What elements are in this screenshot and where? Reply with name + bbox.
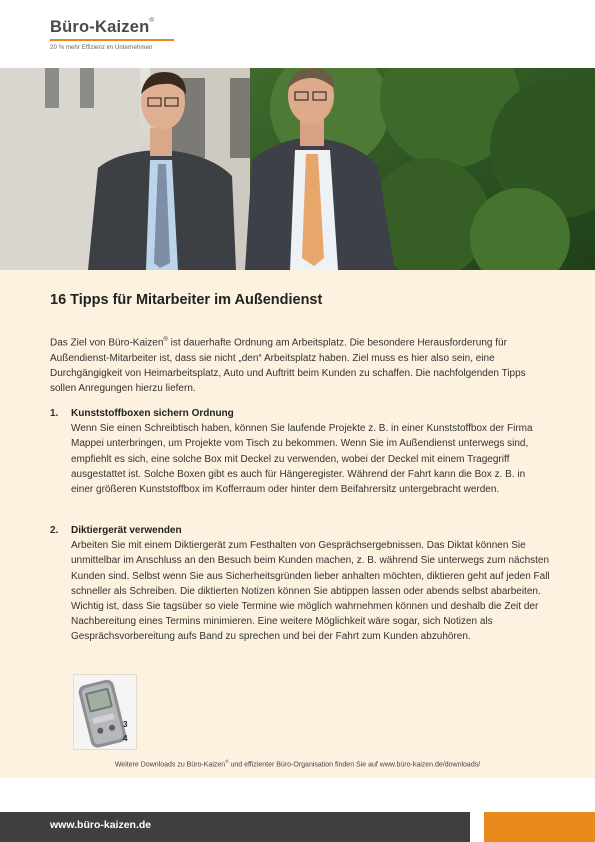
article-title: 16 Tipps für Mitarbeiter im Außendienst: [50, 292, 323, 308]
brand-tagline: 20 % mehr Effizienz im Unternehmen: [50, 44, 153, 51]
footer-bar: [0, 812, 470, 842]
footer-accent-block: [484, 812, 595, 842]
footer-url-link[interactable]: www.büro-kaizen.de: [50, 819, 152, 831]
article-intro: [50, 333, 550, 396]
hero-photo: [0, 68, 595, 270]
article-content: [0, 270, 595, 778]
downloads-note: [0, 759, 595, 768]
dictaphone-image: [73, 674, 137, 750]
brand-logo: [50, 18, 154, 51]
hero-illustration: [0, 68, 595, 270]
tip-heading: Diktiergerät verwenden: [71, 525, 182, 536]
device-key-3: 3: [123, 720, 128, 729]
page-header: [0, 0, 595, 68]
tip-body: Wenn Sie einen Schreibtisch haben, können Sie laufende Projekte z. B. in einer Kunststoffbox der Firma Mappei unterbringen, um Projekte vom Tisch zu bekommen. Wenn Sie im Außendienst unterwegs sind, empfiehlt es sich, eine solche Box mit Deckel zu verwenden, wobei der Deckel mit einem Tragegriff ausgestattet ist. Solche Boxen gibt es auch für Hängeregister. Während der Fahrt kann die Box z. B. in einer größeren Kunststoffbox im Kofferraum oder hinter dem Beifahrersitz untergebracht werden.: [71, 423, 533, 496]
tip-item: [50, 523, 550, 645]
intro-text-rest: ist dauerhafte Ordnung am Arbeitsplatz. Die besondere Herausforderung für Außendienst-Mitarbeiter ist, dass sie nicht „den“ Arbeitsplatz haben. Ziel muss es hier also sein, eine Durchgängigkeit von Heimarbeitsplatz, Auto und Auftritt beim Kunden zu schaffen. Die nachfolgenden Tipps sollen Anregungen hierzu liefern.: [50, 337, 526, 394]
brand-registered-mark: ®: [149, 18, 154, 24]
brand-name: Büro-Kaizen: [50, 18, 150, 36]
tip-heading: Kunststoffboxen sichern Ordnung: [71, 408, 234, 419]
dictaphone-icon: [74, 675, 136, 749]
downloads-registered-mark: ®: [225, 759, 229, 764]
tip-number: 2.: [50, 525, 59, 536]
tip-item: [50, 406, 550, 497]
device-key-4: 4: [123, 734, 128, 743]
intro-text-start: Das Ziel von Büro-Kaizen: [50, 337, 164, 349]
brand-underline: [50, 39, 174, 41]
tip-number: 1.: [50, 408, 59, 419]
downloads-text-start: Weitere Downloads zu Büro-Kaizen: [114, 761, 226, 769]
bottom-spacer: [0, 778, 595, 812]
downloads-text-rest: und effizienter Büro-Organisation finden Sie auf www.büro-kaizen.de/downloads/: [228, 761, 481, 769]
tip-body: Arbeiten Sie mit einem Diktiergerät zum Festhalten von Gesprächsergebnissen. Das Diktat können Sie unmittelbar im Anschluss an den Besuch beim Kunden machen, z. B. während Sie unterwegs zum nächsten Kunden sind. Selbst wenn Sie aus Sicherheitsgründen lieber anhalten möchten, diktieren geht auf jeden Fall schneller als Schreiben. Die diktierten Notizen können Sie abtippen lassen oder abends selbst abarbeiten. Wichtig ist, dass Sie tagsüber so viele Termine wie möglich wahrnehmen können und deshalb die Zeit der Nachbereitung eines Termins minimieren. Eine weitere Möglichkeit wäre sogar, sich Notizen als Gesprächsvorbereitung aufs Band zu sprechen und bei der Fahrt zum Kunden abzuhören.: [71, 540, 550, 643]
intro-registered-mark: ®: [163, 337, 168, 343]
